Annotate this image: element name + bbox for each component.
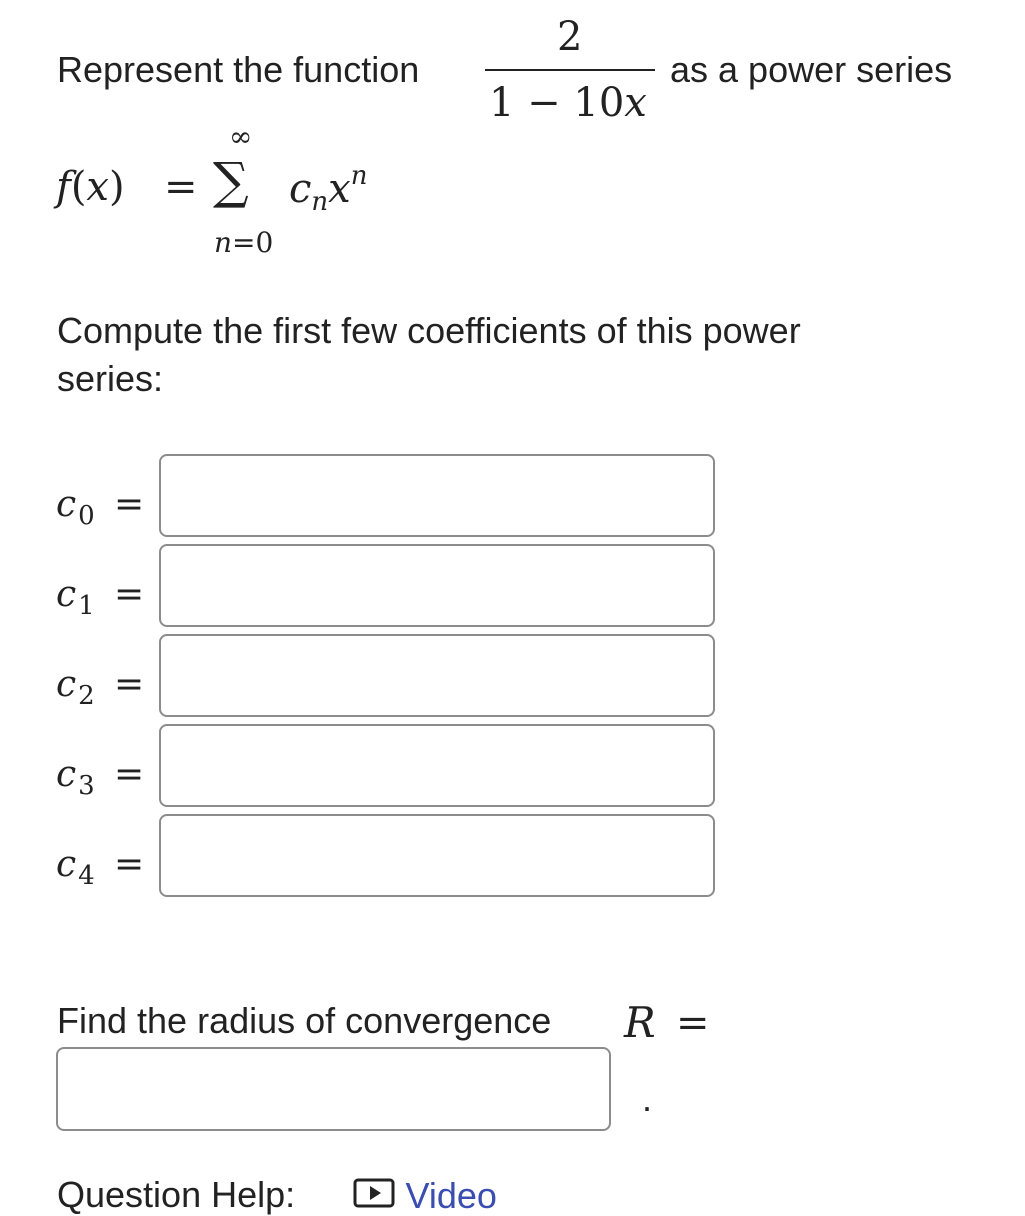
sigma-symbol: ∑ [213,152,249,210]
series-term: $c_nx^n$ [289,161,368,217]
coefficient-label: $c_4$ [56,844,95,891]
coefficient-input-c2[interactable] [159,634,715,717]
fraction-denominator: 1 − 10x [489,80,647,126]
radius-prompt: Find the radius of convergence [57,1000,552,1041]
problem-suffix: as a power series [670,49,953,90]
instruction-line-2: series: [57,358,164,399]
coefficient-input-c0[interactable] [159,454,715,537]
video-link[interactable] [353,1175,497,1216]
fraction-bar [485,69,655,71]
equals-sign: = [114,754,145,795]
video-label[interactable]: Video [405,1175,497,1216]
series-lhs: f(x) [56,164,125,210]
radius-symbol: R [624,998,656,1047]
instruction-line-1: Compute the first few coefficients of this power [57,310,801,351]
series-equals: = [164,164,198,210]
equals-sign: = [114,664,145,705]
equals-sign: = [114,574,145,615]
fraction-numerator: 2 [557,14,583,60]
trailing-period: . [642,1078,653,1119]
coefficient-label: $c_2$ [56,664,95,711]
coefficient-input-c3[interactable] [159,724,715,807]
sigma-lower: n=0 [214,226,274,259]
coefficient-label: $c_3$ [56,754,95,801]
equals-sign: = [114,484,145,525]
problem-prefix: Represent the function [57,49,420,90]
question-help-label: Question Help: [57,1174,296,1215]
play-video-icon [353,1178,395,1213]
coefficient-input-c1[interactable] [159,544,715,627]
radius-input[interactable] [56,1047,611,1131]
coefficient-label: $c_1$ [56,574,95,621]
coefficient-input-c4[interactable] [159,814,715,897]
radius-equals: = [676,1000,710,1046]
coefficient-label: $c_0$ [56,484,95,531]
sigma-upper: ∞ [229,120,253,153]
equals-sign: = [114,844,145,885]
